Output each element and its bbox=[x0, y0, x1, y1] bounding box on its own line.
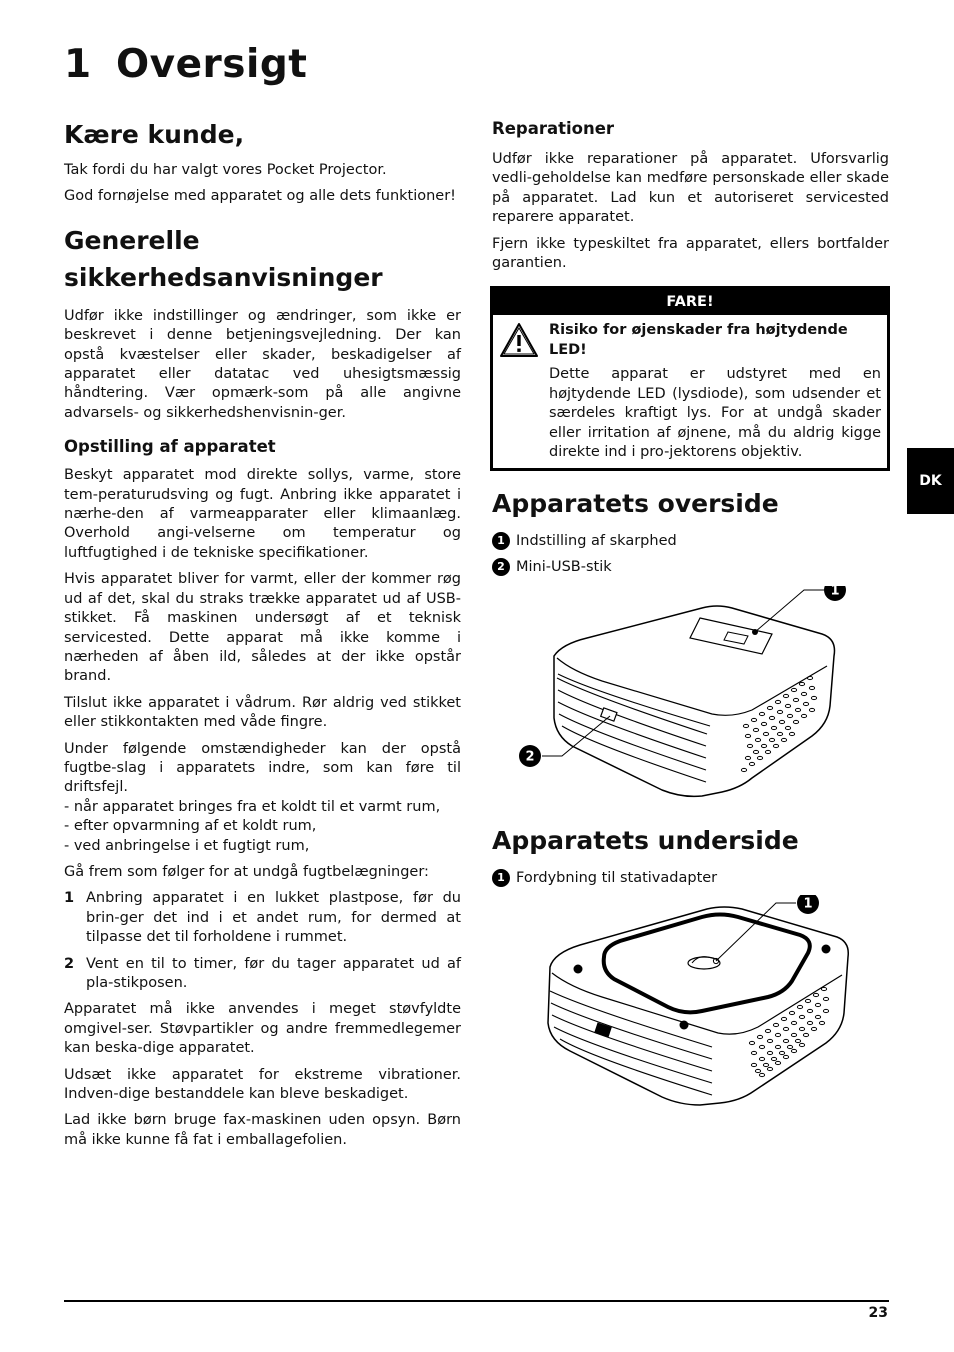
safety-heading bbox=[64, 222, 461, 296]
projector-bottom-illustration bbox=[492, 895, 889, 1115]
condensation-case-3: - ved anbringelse i et fugtigt rum, bbox=[64, 837, 310, 854]
chapter-title bbox=[64, 42, 307, 87]
callout-badge-1: 1 bbox=[492, 532, 510, 550]
right-column bbox=[492, 116, 889, 1115]
callout-badge-2: 2 bbox=[492, 558, 510, 576]
legend-label: Fordybning til stativadapter bbox=[516, 870, 718, 887]
warning-text: Dette apparat er udstyret med en højtydende LED (lysdiode), som udsender et særdeles kraftigt lys. For at undgå skader eller irritation af øjnene, må du aldrig kigge direkte ind i pro-jektorens objektiv. bbox=[549, 366, 881, 461]
warning-label: FARE! bbox=[493, 289, 887, 315]
callout-label-1: 1 bbox=[803, 896, 813, 912]
warning-title: Risiko for øjenskader fra højtydende LED! bbox=[549, 322, 848, 359]
condensation-case-1: - når apparatet bringes fra et koldt til et varmt rum, bbox=[64, 798, 441, 815]
warning-triangle-icon bbox=[499, 320, 549, 462]
greeting-paragraph-1: Tak fordi du har valgt vores Pocket Projector. bbox=[64, 162, 387, 178]
setup-paragraph-5: Gå frem som følger for at undgå fugtbelægninger: bbox=[64, 863, 429, 880]
list-item bbox=[64, 889, 461, 947]
projector-top-illustration bbox=[492, 586, 889, 814]
setup-heading: Opstilling af apparatet bbox=[64, 437, 276, 457]
step-text: Vent en til to timer, før du tager apparatet ud af pla-stikposen. bbox=[86, 955, 461, 991]
top-view-heading: Apparatets overside bbox=[492, 489, 779, 519]
chapter-name: Oversigt bbox=[116, 42, 308, 87]
callout-badge-1: 1 bbox=[492, 869, 510, 887]
callout-label-2: 2 bbox=[525, 749, 535, 765]
condensation-intro: Under følgende omstændigheder kan der opstå fugtbe-slag i apparatets indre, som kan føre til driftsfejl. bbox=[64, 740, 461, 796]
setup-paragraph-4 bbox=[64, 740, 461, 856]
top-legend-item-1 bbox=[492, 528, 889, 554]
step-number: 2 bbox=[64, 955, 75, 972]
warning-box bbox=[490, 286, 890, 471]
repairs-heading: Reparationer bbox=[492, 119, 615, 138]
steps-list bbox=[64, 889, 461, 993]
safety-heading-line-2: sikkerhedsanvisninger bbox=[64, 262, 383, 292]
footer-divider bbox=[64, 1300, 889, 1302]
top-legend-item-2 bbox=[492, 554, 889, 580]
language-tab: DK bbox=[907, 448, 954, 514]
bottom-legend-item-1 bbox=[492, 865, 889, 891]
setup-paragraph-7: Udsæt ikke apparatet for ekstreme vibrationer. Indven-dige bestanddele kan bleve beskadiget. bbox=[64, 1066, 461, 1103]
greeting-heading: Kære kunde, bbox=[64, 120, 245, 149]
legend-label: Mini-USB-stik bbox=[516, 559, 612, 576]
setup-paragraph-6: Apparatet må ikke anvendes i meget støvfyldte omgivel-ser. Støvpartikler og andre fremmedlegemer kan beska-dige apparatet. bbox=[64, 1001, 461, 1057]
setup-paragraph-1: Beskyt apparatet mod direkte sollys, varme, store tem-peraturudsving og fugt. Anbring ikke apparatet i nærhe-den af varmeapparater eller klimaanlæg. Overhold angi-velserne om temperatur og luftfugtighed i de tekniske specifikationer. bbox=[64, 467, 461, 561]
callout-label-1: 1 bbox=[830, 586, 840, 599]
bottom-view-heading: Apparatets underside bbox=[492, 826, 799, 856]
list-item bbox=[64, 955, 461, 994]
step-number: 1 bbox=[64, 890, 75, 907]
legend-label: Indstilling af skarphed bbox=[516, 533, 677, 550]
setup-paragraph-3: Tilslut ikke apparatet i vådrum. Rør aldrig ved stikket eller stikkontakten med våde fingre. bbox=[64, 694, 461, 731]
left-column bbox=[64, 116, 461, 1150]
greeting-paragraph-2: God fornøjelse med apparatet og alle dets funktioner! bbox=[64, 188, 456, 205]
setup-paragraph-8: Lad ikke børn bruge fax-maskinen uden opsyn. Børn må ikke kunne få fat i emballagefolien. bbox=[64, 1112, 461, 1148]
chapter-number: 1 bbox=[64, 42, 92, 87]
setup-paragraph-2: Hvis apparatet bliver for varmt, eller der kommer røg ud af det, skal du straks trække apparatet ud af USB-stikket. Få maskinen undersøgt af et teknisk servicested. Dette apparat må ikke komme i nærheden af åben ild, således at der ikke opstår brand. bbox=[64, 571, 461, 685]
condensation-case-2: - efter opvarmning af et koldt rum, bbox=[64, 818, 317, 835]
safety-intro: Udfør ikke indstillinger og ændringer, som ikke er beskrevet i denne betjeningsvejledning. Der kan opstå kvæstelser eller skader, beskadigelser af apparatet eller datatac ved uhesigtsmæssig håndtering. Vær opmærk-som på alle angivne advarsels- og sikkerhedshenvisnin-ger. bbox=[64, 307, 461, 421]
page-number: 23 bbox=[868, 1305, 888, 1321]
repairs-paragraph-2: Fjern ikke typeskiltet fra apparatet, ellers bortfalder garantien. bbox=[492, 235, 889, 272]
step-text: Anbring apparatet i en lukket plastpose, før du brin-ger det ind i et andet rum, for dermed at tilpasse det til forholdene i rummet. bbox=[86, 890, 461, 946]
safety-heading-line-1: Generelle bbox=[64, 225, 200, 255]
repairs-paragraph-1: Udfør ikke reparationer på apparatet. Uforsvarlig vedli-geholdelse kan medføre personskade eller skade på apparatet. Lad kun et autoriseret servicested reparere apparatet. bbox=[492, 151, 889, 226]
